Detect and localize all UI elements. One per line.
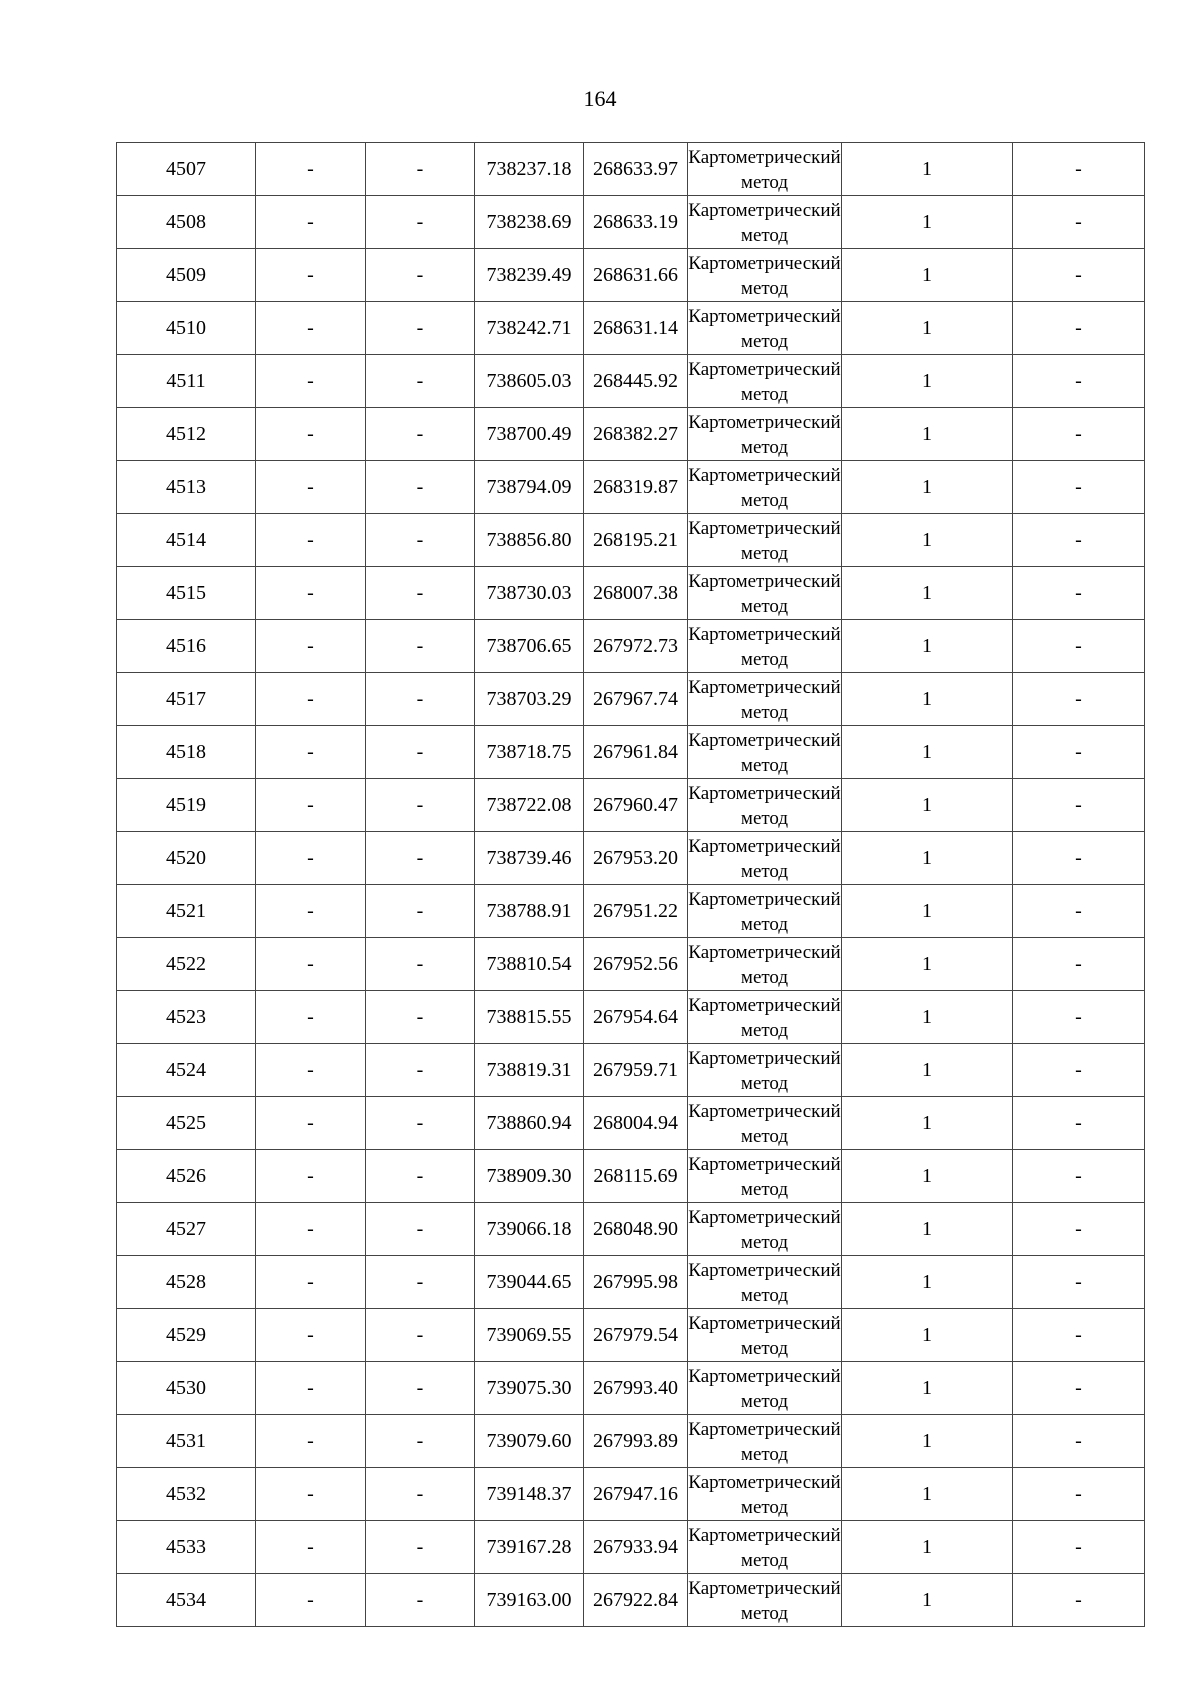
y-coordinate-cell: 267972.73 — [584, 620, 688, 673]
point-number-cell: 4534 — [117, 1574, 256, 1627]
empty-cell: - — [256, 143, 366, 196]
accuracy-cell: 1 — [842, 1203, 1013, 1256]
x-coordinate-cell: 738856.80 — [475, 514, 584, 567]
empty-cell: - — [256, 249, 366, 302]
empty-cell: - — [366, 1097, 475, 1150]
empty-cell: - — [1013, 1468, 1145, 1521]
x-coordinate-cell: 738722.08 — [475, 779, 584, 832]
point-number-cell: 4527 — [117, 1203, 256, 1256]
x-coordinate-cell: 738605.03 — [475, 355, 584, 408]
empty-cell: - — [366, 1415, 475, 1468]
table-row — [117, 1150, 1145, 1203]
empty-cell: - — [1013, 143, 1145, 196]
empty-cell: - — [366, 885, 475, 938]
method-cell: Картометрический метод — [688, 1574, 842, 1627]
accuracy-cell: 1 — [842, 1521, 1013, 1574]
empty-cell: - — [1013, 1150, 1145, 1203]
y-coordinate-cell: 268633.19 — [584, 196, 688, 249]
x-coordinate-cell: 738706.65 — [475, 620, 584, 673]
point-number-cell: 4528 — [117, 1256, 256, 1309]
table-row — [117, 249, 1145, 302]
table-row — [117, 885, 1145, 938]
empty-cell: - — [366, 1044, 475, 1097]
table-row — [117, 1468, 1145, 1521]
y-coordinate-cell: 268007.38 — [584, 567, 688, 620]
empty-cell: - — [366, 779, 475, 832]
point-number-cell: 4509 — [117, 249, 256, 302]
empty-cell: - — [256, 779, 366, 832]
empty-cell: - — [366, 673, 475, 726]
point-number-cell: 4507 — [117, 143, 256, 196]
y-coordinate-cell: 268319.87 — [584, 461, 688, 514]
empty-cell: - — [256, 1150, 366, 1203]
x-coordinate-cell: 739075.30 — [475, 1362, 584, 1415]
method-cell: Картометрический метод — [688, 1309, 842, 1362]
empty-cell: - — [256, 461, 366, 514]
empty-cell: - — [1013, 1415, 1145, 1468]
method-cell: Картометрический метод — [688, 779, 842, 832]
y-coordinate-cell: 267952.56 — [584, 938, 688, 991]
empty-cell: - — [366, 302, 475, 355]
x-coordinate-cell: 738239.49 — [475, 249, 584, 302]
empty-cell: - — [366, 355, 475, 408]
empty-cell: - — [1013, 1044, 1145, 1097]
accuracy-cell: 1 — [842, 620, 1013, 673]
accuracy-cell: 1 — [842, 408, 1013, 461]
x-coordinate-cell: 738242.71 — [475, 302, 584, 355]
y-coordinate-cell: 268195.21 — [584, 514, 688, 567]
empty-cell: - — [256, 726, 366, 779]
x-coordinate-cell: 739079.60 — [475, 1415, 584, 1468]
x-coordinate-cell: 738739.46 — [475, 832, 584, 885]
empty-cell: - — [256, 1468, 366, 1521]
accuracy-cell: 1 — [842, 249, 1013, 302]
empty-cell: - — [366, 991, 475, 1044]
empty-cell: - — [1013, 673, 1145, 726]
point-number-cell: 4524 — [117, 1044, 256, 1097]
method-cell: Картометрический метод — [688, 1150, 842, 1203]
x-coordinate-cell: 738810.54 — [475, 938, 584, 991]
accuracy-cell: 1 — [842, 1309, 1013, 1362]
point-number-cell: 4531 — [117, 1415, 256, 1468]
empty-cell: - — [1013, 408, 1145, 461]
empty-cell: - — [366, 1521, 475, 1574]
empty-cell: - — [1013, 1362, 1145, 1415]
empty-cell: - — [366, 1362, 475, 1415]
empty-cell: - — [366, 461, 475, 514]
table-row — [117, 514, 1145, 567]
empty-cell: - — [256, 991, 366, 1044]
method-cell: Картометрический метод — [688, 1521, 842, 1574]
point-number-cell: 4517 — [117, 673, 256, 726]
x-coordinate-cell: 739163.00 — [475, 1574, 584, 1627]
x-coordinate-cell: 738703.29 — [475, 673, 584, 726]
y-coordinate-cell: 267961.84 — [584, 726, 688, 779]
method-cell: Картометрический метод — [688, 1256, 842, 1309]
x-coordinate-cell: 739069.55 — [475, 1309, 584, 1362]
point-number-cell: 4532 — [117, 1468, 256, 1521]
empty-cell: - — [256, 1097, 366, 1150]
y-coordinate-cell: 268633.97 — [584, 143, 688, 196]
point-number-cell: 4514 — [117, 514, 256, 567]
accuracy-cell: 1 — [842, 779, 1013, 832]
empty-cell: - — [366, 249, 475, 302]
point-number-cell: 4521 — [117, 885, 256, 938]
method-cell: Картометрический метод — [688, 832, 842, 885]
y-coordinate-cell: 267960.47 — [584, 779, 688, 832]
point-number-cell: 4523 — [117, 991, 256, 1044]
y-coordinate-cell: 267933.94 — [584, 1521, 688, 1574]
method-cell: Картометрический метод — [688, 938, 842, 991]
empty-cell: - — [366, 408, 475, 461]
point-number-cell: 4511 — [117, 355, 256, 408]
y-coordinate-cell: 267954.64 — [584, 991, 688, 1044]
table-row — [117, 726, 1145, 779]
empty-cell: - — [256, 567, 366, 620]
method-cell: Картометрический метод — [688, 991, 842, 1044]
y-coordinate-cell: 268445.92 — [584, 355, 688, 408]
point-number-cell: 4513 — [117, 461, 256, 514]
accuracy-cell: 1 — [842, 461, 1013, 514]
y-coordinate-cell: 268631.14 — [584, 302, 688, 355]
table-row — [117, 196, 1145, 249]
empty-cell: - — [256, 673, 366, 726]
empty-cell: - — [1013, 1574, 1145, 1627]
empty-cell: - — [1013, 249, 1145, 302]
empty-cell: - — [256, 1256, 366, 1309]
empty-cell: - — [366, 1468, 475, 1521]
empty-cell: - — [256, 1309, 366, 1362]
accuracy-cell: 1 — [842, 673, 1013, 726]
empty-cell: - — [256, 196, 366, 249]
method-cell: Картометрический метод — [688, 673, 842, 726]
method-cell: Картометрический метод — [688, 355, 842, 408]
x-coordinate-cell: 739148.37 — [475, 1468, 584, 1521]
table-row — [117, 567, 1145, 620]
x-coordinate-cell: 738909.30 — [475, 1150, 584, 1203]
empty-cell: - — [366, 1203, 475, 1256]
empty-cell: - — [256, 1362, 366, 1415]
y-coordinate-cell: 267953.20 — [584, 832, 688, 885]
accuracy-cell: 1 — [842, 302, 1013, 355]
empty-cell: - — [366, 567, 475, 620]
table-row — [117, 1256, 1145, 1309]
y-coordinate-cell: 267922.84 — [584, 1574, 688, 1627]
accuracy-cell: 1 — [842, 196, 1013, 249]
empty-cell: - — [256, 1521, 366, 1574]
accuracy-cell: 1 — [842, 1468, 1013, 1521]
table-row — [117, 779, 1145, 832]
point-number-cell: 4526 — [117, 1150, 256, 1203]
empty-cell: - — [1013, 461, 1145, 514]
table-row — [117, 832, 1145, 885]
method-cell: Картометрический метод — [688, 1203, 842, 1256]
table-row — [117, 1044, 1145, 1097]
empty-cell: - — [1013, 938, 1145, 991]
method-cell: Картометрический метод — [688, 1415, 842, 1468]
point-number-cell: 4508 — [117, 196, 256, 249]
x-coordinate-cell: 738718.75 — [475, 726, 584, 779]
empty-cell: - — [256, 408, 366, 461]
accuracy-cell: 1 — [842, 143, 1013, 196]
y-coordinate-cell: 267959.71 — [584, 1044, 688, 1097]
method-cell: Картометрический метод — [688, 567, 842, 620]
accuracy-cell: 1 — [842, 1574, 1013, 1627]
accuracy-cell: 1 — [842, 567, 1013, 620]
method-cell: Картометрический метод — [688, 408, 842, 461]
empty-cell: - — [366, 196, 475, 249]
y-coordinate-cell: 267951.22 — [584, 885, 688, 938]
accuracy-cell: 1 — [842, 514, 1013, 567]
point-number-cell: 4512 — [117, 408, 256, 461]
point-number-cell: 4510 — [117, 302, 256, 355]
empty-cell: - — [366, 620, 475, 673]
accuracy-cell: 1 — [842, 832, 1013, 885]
empty-cell: - — [366, 143, 475, 196]
y-coordinate-cell: 267947.16 — [584, 1468, 688, 1521]
point-number-cell: 4530 — [117, 1362, 256, 1415]
x-coordinate-cell: 739066.18 — [475, 1203, 584, 1256]
method-cell: Картометрический метод — [688, 1097, 842, 1150]
empty-cell: - — [1013, 726, 1145, 779]
table-row — [117, 302, 1145, 355]
empty-cell: - — [1013, 832, 1145, 885]
point-number-cell: 4522 — [117, 938, 256, 991]
table-row — [117, 1097, 1145, 1150]
y-coordinate-cell: 267967.74 — [584, 673, 688, 726]
table-row — [117, 620, 1145, 673]
empty-cell: - — [256, 885, 366, 938]
accuracy-cell: 1 — [842, 1256, 1013, 1309]
x-coordinate-cell: 738730.03 — [475, 567, 584, 620]
accuracy-cell: 1 — [842, 1150, 1013, 1203]
empty-cell: - — [366, 514, 475, 567]
empty-cell: - — [256, 355, 366, 408]
x-coordinate-cell: 738237.18 — [475, 143, 584, 196]
y-coordinate-cell: 268382.27 — [584, 408, 688, 461]
empty-cell: - — [366, 938, 475, 991]
method-cell: Картометрический метод — [688, 1362, 842, 1415]
accuracy-cell: 1 — [842, 1415, 1013, 1468]
y-coordinate-cell: 268004.94 — [584, 1097, 688, 1150]
method-cell: Картометрический метод — [688, 196, 842, 249]
table-row — [117, 355, 1145, 408]
point-number-cell: 4516 — [117, 620, 256, 673]
empty-cell: - — [1013, 1097, 1145, 1150]
point-number-cell: 4525 — [117, 1097, 256, 1150]
accuracy-cell: 1 — [842, 355, 1013, 408]
table-row — [117, 1309, 1145, 1362]
point-number-cell: 4519 — [117, 779, 256, 832]
accuracy-cell: 1 — [842, 1097, 1013, 1150]
empty-cell: - — [1013, 620, 1145, 673]
empty-cell: - — [256, 1415, 366, 1468]
y-coordinate-cell: 267995.98 — [584, 1256, 688, 1309]
page-number: 164 — [583, 86, 617, 111]
x-coordinate-cell: 738794.09 — [475, 461, 584, 514]
empty-cell: - — [1013, 779, 1145, 832]
accuracy-cell: 1 — [842, 885, 1013, 938]
method-cell: Картометрический метод — [688, 726, 842, 779]
empty-cell: - — [256, 1044, 366, 1097]
method-cell: Картометрический метод — [688, 620, 842, 673]
table-body — [117, 143, 1145, 1627]
empty-cell: - — [256, 514, 366, 567]
y-coordinate-cell: 268631.66 — [584, 249, 688, 302]
point-number-cell: 4518 — [117, 726, 256, 779]
method-cell: Картометрический метод — [688, 1468, 842, 1521]
empty-cell: - — [366, 1150, 475, 1203]
y-coordinate-cell: 267993.89 — [584, 1415, 688, 1468]
accuracy-cell: 1 — [842, 991, 1013, 1044]
table-row — [117, 1415, 1145, 1468]
empty-cell: - — [1013, 514, 1145, 567]
point-number-cell: 4533 — [117, 1521, 256, 1574]
accuracy-cell: 1 — [842, 1362, 1013, 1415]
empty-cell: - — [1013, 1203, 1145, 1256]
accuracy-cell: 1 — [842, 1044, 1013, 1097]
x-coordinate-cell: 738860.94 — [475, 1097, 584, 1150]
empty-cell: - — [366, 1256, 475, 1309]
table-row — [117, 1521, 1145, 1574]
empty-cell: - — [1013, 196, 1145, 249]
empty-cell: - — [256, 620, 366, 673]
table-row — [117, 461, 1145, 514]
empty-cell: - — [1013, 1256, 1145, 1309]
y-coordinate-cell: 268115.69 — [584, 1150, 688, 1203]
empty-cell: - — [1013, 355, 1145, 408]
x-coordinate-cell: 738815.55 — [475, 991, 584, 1044]
x-coordinate-cell: 739167.28 — [475, 1521, 584, 1574]
method-cell: Картометрический метод — [688, 143, 842, 196]
x-coordinate-cell: 738238.69 — [475, 196, 584, 249]
empty-cell: - — [366, 832, 475, 885]
point-number-cell: 4529 — [117, 1309, 256, 1362]
x-coordinate-cell: 738819.31 — [475, 1044, 584, 1097]
empty-cell: - — [366, 726, 475, 779]
empty-cell: - — [256, 302, 366, 355]
y-coordinate-cell: 267993.40 — [584, 1362, 688, 1415]
x-coordinate-cell: 738788.91 — [475, 885, 584, 938]
table-row — [117, 1574, 1145, 1627]
method-cell: Картометрический метод — [688, 514, 842, 567]
empty-cell: - — [256, 938, 366, 991]
empty-cell: - — [366, 1574, 475, 1627]
empty-cell: - — [1013, 1521, 1145, 1574]
method-cell: Картометрический метод — [688, 1044, 842, 1097]
empty-cell: - — [1013, 567, 1145, 620]
table-row — [117, 991, 1145, 1044]
table-row — [117, 408, 1145, 461]
empty-cell: - — [1013, 991, 1145, 1044]
method-cell: Картометрический метод — [688, 461, 842, 514]
accuracy-cell: 1 — [842, 938, 1013, 991]
x-coordinate-cell: 738700.49 — [475, 408, 584, 461]
point-number-cell: 4515 — [117, 567, 256, 620]
empty-cell: - — [1013, 885, 1145, 938]
method-cell: Картометрический метод — [688, 302, 842, 355]
table-row — [117, 673, 1145, 726]
empty-cell: - — [256, 1574, 366, 1627]
empty-cell: - — [256, 832, 366, 885]
table-row — [117, 1203, 1145, 1256]
table-row — [117, 1362, 1145, 1415]
x-coordinate-cell: 739044.65 — [475, 1256, 584, 1309]
table-row — [117, 938, 1145, 991]
table-row — [117, 143, 1145, 196]
empty-cell: - — [366, 1309, 475, 1362]
accuracy-cell: 1 — [842, 726, 1013, 779]
method-cell: Картометрический метод — [688, 885, 842, 938]
method-cell: Картометрический метод — [688, 249, 842, 302]
y-coordinate-cell: 268048.90 — [584, 1203, 688, 1256]
point-number-cell: 4520 — [117, 832, 256, 885]
empty-cell: - — [256, 1203, 366, 1256]
empty-cell: - — [1013, 302, 1145, 355]
y-coordinate-cell: 267979.54 — [584, 1309, 688, 1362]
empty-cell: - — [1013, 1309, 1145, 1362]
coordinates-table — [116, 142, 1145, 1627]
